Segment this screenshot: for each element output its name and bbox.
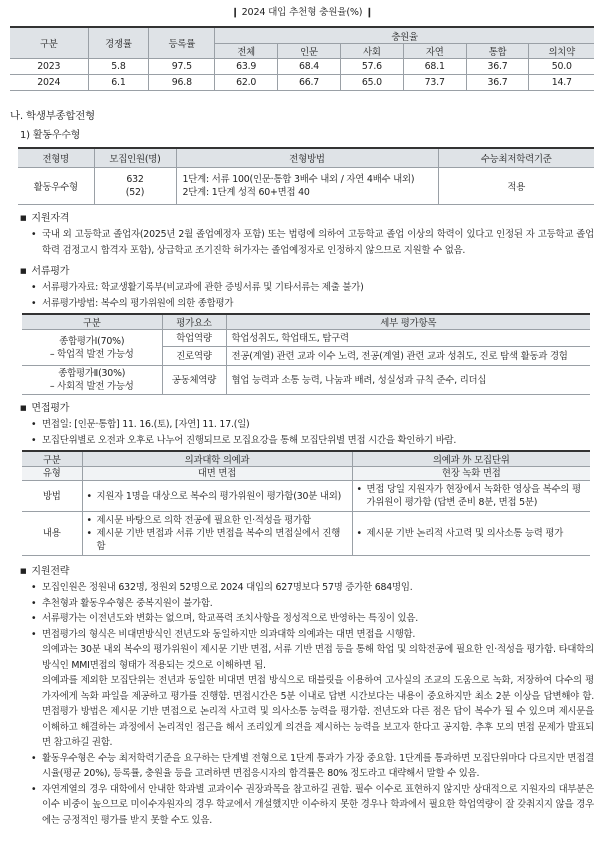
cell: 62.0 (215, 75, 278, 91)
content-other (352, 512, 590, 556)
subheader: 의치약 (529, 44, 594, 59)
list-item: • 모집인원은 정원내 632명, 정원외 52명으로 2024 대입의 627명보다 57명 증가한 684명임. (30, 580, 594, 596)
eval-element: 진로역량 (162, 347, 226, 366)
row-year: 2024 (10, 75, 88, 91)
list-item: • 모집단위별로 오전과 오후로 나누어 진행되므로 모집요강을 통해 모집단위별 면접 시간을 확인하기 바람. (30, 433, 594, 449)
strategy-section (20, 562, 594, 828)
cell: 36.7 (466, 75, 529, 91)
header-registration: 등록률 (149, 27, 215, 59)
qualification-heading: 지원자격 (31, 213, 70, 224)
cell-bullet: • 지원자 1명을 대상으로 복수의 평가위원이 평가함(30분 내외) (87, 490, 348, 503)
interview-table (22, 450, 590, 556)
list-item: • 서류평가방법: 복수의 평가위원에 의한 종합평가 (30, 296, 594, 312)
cell: 50.0 (529, 59, 594, 75)
header-gubun: 구분 (10, 27, 88, 59)
header: 세부 평가항목 (226, 314, 590, 330)
header-competition: 경쟁률 (88, 27, 149, 59)
selection-method (176, 168, 438, 205)
subheader: 전체 (215, 44, 278, 59)
eval-group-title: 종합평가Ⅱ(30%) (58, 368, 126, 379)
min-standard: 적용 (438, 168, 594, 205)
list-item: • 서류평가는 이전년도와 변화는 없으며, 학교폭력 조치사항을 정성적으로 반영하는 특징이 있음. (30, 611, 594, 627)
list-item: • 자연계열의 경우 대학에서 안내한 학과별 교과이수 권장과목을 참고하길 권함. 필수 이수로 표현하지 않지만 상대적으로 지원자의 대부분은 이수 비중이 높으므로 미이수자원자의 경우 학교에서 개설했지만 이수하지 못한 경우나 학과에서 필요한 학업역량이 잘 갖춰지지 않을 경우에는 긍정적인 평가를 받지 못할 수도 있음. (30, 782, 594, 829)
documents-heading: 서류평가 (31, 266, 70, 277)
square-bullet-icon: ■ (20, 214, 27, 222)
list-item: • 면접일: [인문·통합] 11. 16.(토), [자연] 11. 17.(일) (30, 417, 594, 433)
eval-detail: 협업 능력과 소통 능력, 나눔과 배려, 성실성과 규칙 준수, 리더십 (226, 366, 590, 395)
square-bullet-icon: ■ (20, 567, 27, 575)
type-med: 대면 면접 (82, 467, 352, 481)
header: 평가요소 (162, 314, 226, 330)
header-min-standard: 수능최저학력기준 (438, 148, 594, 168)
list-item (30, 627, 594, 751)
subheader: 인문 (278, 44, 341, 59)
subheader: 자연 (403, 44, 466, 59)
row-label: 방법 (22, 481, 82, 512)
eval-detail: 학업성취도, 학업태도, 탐구력 (226, 330, 590, 347)
type-name: 활동우수형 (18, 168, 94, 205)
eval-element: 공동체역량 (162, 366, 226, 395)
cell: 36.7 (466, 59, 529, 75)
subheader: 통합 (466, 44, 529, 59)
square-bullet-icon: ■ (20, 404, 27, 412)
cell: 63.9 (215, 59, 278, 75)
table-row (10, 75, 594, 91)
cell: 65.0 (340, 75, 403, 91)
header-method: 전형방법 (176, 148, 438, 168)
recruit-count (94, 168, 176, 205)
recruit-count-main: 632 (126, 174, 144, 185)
row-year: 2023 (10, 59, 88, 75)
document-eval-table (22, 313, 590, 395)
header: 구분 (22, 314, 162, 330)
list-item-text: • 면접평가의 형식은 비대면방식인 전년도와 동일하지만 의과대학 의예과는 대면 면접을 시행함. (42, 628, 416, 640)
section-heading: 나. 학생부종합전형 (10, 110, 95, 122)
header: 의예과 外 모집단위 (352, 451, 590, 467)
method-med (82, 481, 352, 512)
row-label: 내용 (22, 512, 82, 556)
square-bullet-icon: ■ (20, 267, 27, 275)
recruit-count-extra: (52) (125, 187, 145, 198)
method-other (352, 481, 590, 512)
eval-group-2 (22, 366, 162, 395)
cell-bullet: • 제시문 바탕으로 의학 전공에 필요한 인·적성을 평가함 (87, 514, 348, 527)
table-row (10, 59, 594, 75)
fill-rate-table-title: ❙ 2024 대입 추천형 충원율(%) ❙ (230, 7, 374, 18)
admission-type-table (18, 147, 594, 205)
interview-heading: 면접평가 (31, 403, 70, 414)
content-med (82, 512, 352, 556)
list-item: • 서류평가자료: 학교생활기록부(비교과에 관한 증빙서류 및 기타서류는 제출 불가) (30, 280, 594, 296)
row-label: 유형 (22, 467, 82, 481)
cell: 66.7 (278, 75, 341, 91)
header-name: 전형명 (18, 148, 94, 168)
method-stage-2: 2단계: 1단계 성적 60+면접 40 (182, 187, 310, 198)
eval-group-title: 종합평가Ⅰ(70%) (59, 335, 125, 347)
cell: 6.1 (88, 75, 149, 91)
strategy-paragraph: 의예과를 제외한 모집단위는 전년과 동일한 비대면 면접 방식으로 태블릿을 이용하여 고사실의 조교의 도움으로 녹화, 저장하여 다수의 평가자에게 녹화 파일을 제공하고 평가를 진행함. 면접시간은 5분 이내로 답변 시간보다는 내용이 중요하지만 최소 2분 이상을 답변해야 함. 면접평가 방법은 제시문 기반 면접으로 논리적 사고력 및 의사소통 능력을 평가함. 전년도와 다른 점은 답이 복수가 될 수 있으며 제시문을 이해하고 해결하는 과정에서 논리적인 접근을 해서 조리있게 의견을 제시하는 능력을 보고자 한다고 공지함. 추후 모의 면접 문제가 발표되면 참고하길 권함. (42, 675, 594, 748)
cell-bullet: • 제시문 기반 논리적 사고력 및 의사소통 능력 평가 (357, 527, 587, 540)
list-item: • 추천형과 활동우수형은 중복지원이 불가함. (30, 596, 594, 612)
method-stage-1: 1단계: 서류 100(인문·통합 3배수 내외 / 자연 4배수 내외) (182, 174, 415, 185)
subsection-heading: 1) 활동우수형 (20, 130, 81, 141)
cell: 68.1 (403, 59, 466, 75)
fill-rate-table (10, 26, 594, 91)
eval-group-1 (22, 330, 162, 366)
interview-section (20, 399, 594, 556)
header: 구분 (22, 451, 82, 467)
cell: 73.7 (403, 75, 466, 91)
header: 의과대학 의예과 (82, 451, 352, 467)
eval-element: 학업역량 (162, 330, 226, 347)
cell-bullet: • 면접 당일 지원자가 현장에서 녹화한 영상을 복수의 평가위원이 평가함 (답변 준비 8분, 면접 5분) (357, 483, 587, 509)
list-item: • 활동우수형은 수능 최저학력기준을 요구하는 단계별 전형으로 1단계 통과가 가장 중요함. 1단계를 통과하면 모집단위마다 다르지만 면접결시율(평균 20%), 등록률, 충원율 등을 고려하면 면접응시자의 합격률은 80% 정도라고 대략해서 말할 수 있음. (30, 751, 594, 782)
strategy-heading: 지원전략 (31, 566, 70, 577)
eval-group-desc: – 사회적 발전 가능성 (49, 381, 134, 392)
header-fill-group: 충원율 (215, 27, 594, 44)
qualification-section (20, 209, 594, 258)
eval-detail: 전공(계열) 관련 교과 이수 노력, 전공(계열) 관련 교과 성취도, 진로 탐색 활동과 경험 (226, 347, 590, 366)
eval-group-desc: – 학업적 발전 가능성 (49, 348, 134, 360)
list-item: • 국내 외 고등학교 졸업자(2025년 2월 졸업예정자 포함) 또는 법령에 의하여 고등학교 졸업 이상의 학력이 있다고 인정된 자 고등학교 졸업학력 검정고시 합격자 포함), 상급학교 조기진학 허가자는 졸업예정자로 인정하지 않으므로 지원할 수 없음. (30, 227, 594, 258)
cell: 97.5 (149, 59, 215, 75)
header-count: 모집인원(명) (94, 148, 176, 168)
cell: 57.6 (340, 59, 403, 75)
cell: 5.8 (88, 59, 149, 75)
cell: 14.7 (529, 75, 594, 91)
subheader: 사회 (340, 44, 403, 59)
cell: 68.4 (278, 59, 341, 75)
type-other: 현장 녹화 면접 (352, 467, 590, 481)
documents-section (20, 262, 594, 395)
cell: 96.8 (149, 75, 215, 91)
cell-bullet: • 제시문 기반 면접과 서류 기반 면접을 복수의 면접실에서 진행함 (87, 527, 348, 553)
strategy-paragraph: 의예과는 30분 내외 복수의 평가위원이 제시문 기반 면접, 서류 기반 면접 등을 통해 학업 및 의학전공에 필요한 인·적성을 평가함. 타대학의 방식인 MMI면접의 형태가 적용되는 것으로 이해하면 됨. (42, 644, 594, 671)
